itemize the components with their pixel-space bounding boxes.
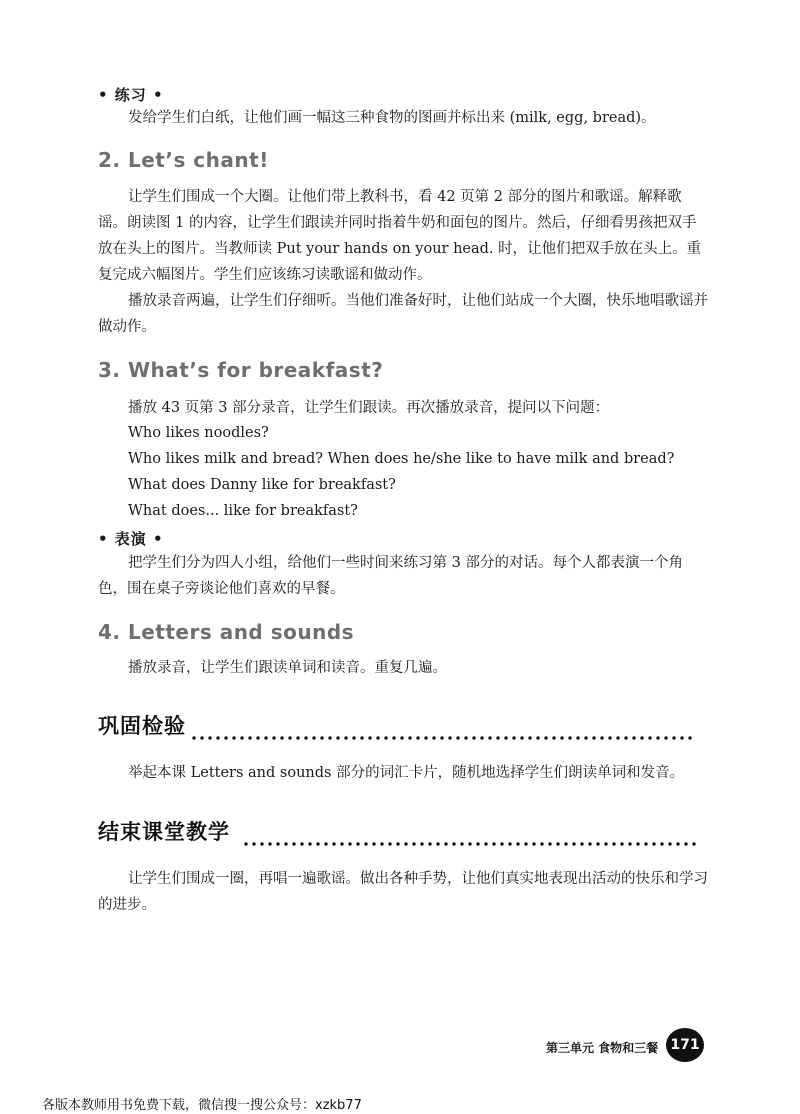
question-item: What does Danny like for breakfast? <box>128 477 396 493</box>
page-number-badge: 171 <box>666 1028 704 1062</box>
consolidation-text: 举起本课 Letters and sounds 部分的词汇卡片，随机地选择学生们朗读单词和发音。 <box>128 765 685 781</box>
practice-heading: • 练习 • <box>98 86 164 104</box>
performance-text: 把学生们分为四人小组，给他们一些时间来练习第 3 部分的对话。每个人都表演一个角色，围在桌子旁谈论他们喜欢的早餐。 <box>98 555 683 597</box>
title-dotted-rule <box>242 842 696 846</box>
closing-title: 结束课堂教学 <box>98 820 230 844</box>
section-3-title: 3. What’s for breakfast? <box>98 358 384 382</box>
question-item: What does... like for breakfast? <box>128 503 358 519</box>
section-4-text: 播放录音，让学生们跟读单词和读音。重复几遍。 <box>128 660 447 676</box>
practice-text: 发给学生们白纸，让他们画一幅这三种食物的图画并标出来 (milk, egg, bread)。 <box>128 110 656 126</box>
closing-text: 让学生们围成一圈，再唱一遍歌谣。做出各种手势，让他们真实地表现出活动的快乐和学习的进步。 <box>98 871 708 913</box>
footer-unit-label: 第三单元 食物和三餐 <box>546 1041 659 1055</box>
section-3-intro: 播放 43 页第 3 部分录音，让学生们跟读。再次播放录音，提问以下问题： <box>128 400 610 416</box>
download-notice: 各版本教师用书免费下载，微信搜一搜公众号：xzkb77 <box>42 1098 362 1113</box>
consolidation-title: 巩固检验 <box>98 714 186 738</box>
question-item: Who likes milk and bread? When does he/she like to have milk and bread? <box>128 451 675 467</box>
question-item: Who likes noodles? <box>128 425 269 441</box>
section-2-paragraph-1: 让学生们围成一个大圈。让他们带上教科书，看 42 页第 2 部分的图片和歌谣。解释歌谣。朗读图 1 的内容，让学生们跟读并同时指着牛奶和面包的图片。然后，仔细看男孩把双手放在头上的图片。当教师读 Put your hands on your head. 时，让他们把双手放在头上。重复完成六幅图片。学生们应该练习读歌谣和做动作。 <box>98 189 702 283</box>
section-4-title: 4. Letters and sounds <box>98 620 355 644</box>
section-2-title: 2. Let’s chant! <box>98 148 269 172</box>
performance-heading: • 表演 • <box>98 530 164 548</box>
section-2-paragraph-2: 播放录音两遍，让学生们仔细听。当他们准备好时，让他们站成一个大圈，快乐地唱歌谣并做动作。 <box>98 293 708 335</box>
title-dotted-rule <box>190 736 696 740</box>
